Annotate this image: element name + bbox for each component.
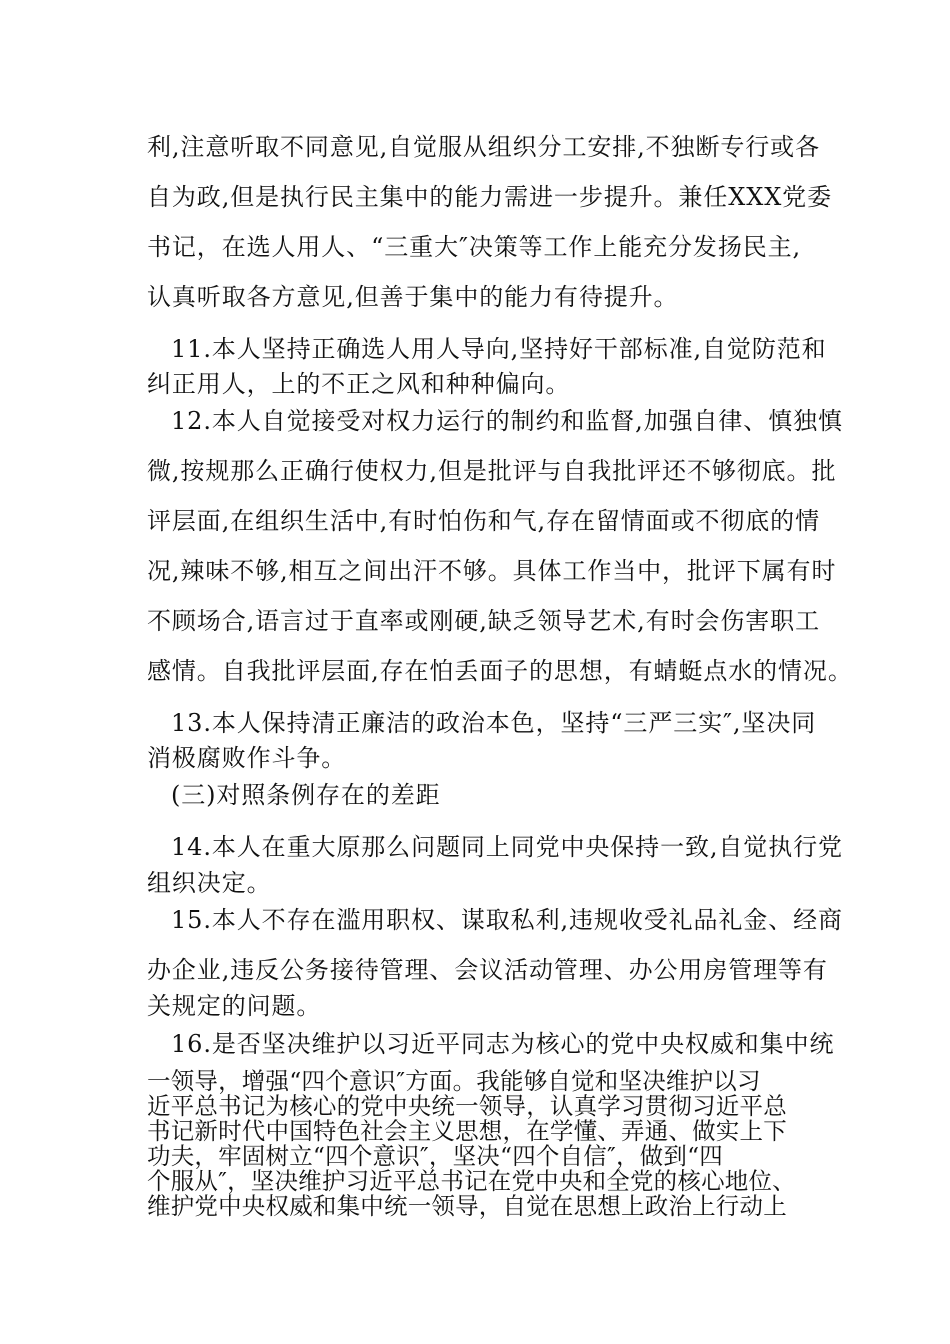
- section-heading: (三)对照条例存在的差距: [171, 781, 441, 809]
- paragraph-15-line: 15.本人不存在滥用职权、谋取私利,违规收受礼品礼金、经商: [171, 906, 843, 934]
- text-line: 评层面,在组织生活中,有时怕伤和气,存在留情面或不彻底的情: [147, 507, 820, 535]
- text-line: 消极腐败作斗争。: [147, 744, 347, 772]
- text-line: 不顾场合,语言过于直率或刚硬,缺乏领导艺术,有时会伤害职工: [147, 607, 820, 635]
- paragraph-13-line: 13.本人保持清正廉洁的政治本色，坚持“三严三实″,坚决同: [171, 709, 817, 737]
- text-line: 书记，在选人用人、“三重大″决策等工作上能充分发扬民主,: [147, 233, 802, 261]
- text-line: 况,辣味不够,相互之间出汗不够。具体工作当中，批评下属有时: [147, 557, 837, 585]
- text-line: 办企业,违反公务接待管理、会议活动管理、办公用房管理等有: [147, 956, 828, 984]
- text-line: 纠正用人，上的不正之风和种种偏向。: [147, 370, 571, 398]
- text-line: 认真听取各方意见,但善于集中的能力有待提升。: [147, 283, 679, 311]
- paragraph-14-line: 14.本人在重大原那么问题同上同党中央保持一致,自觉执行党: [171, 833, 843, 861]
- text-line: 微,按规那么正确行使权力,但是批评与自我批评还不够彻底。批: [147, 457, 837, 485]
- text-line: 个服从″，坚决维护习近平总书记在党中央和全党的核心地位、: [147, 1167, 796, 1195]
- text-line: 一领导，增强“四个意识″方面。我能够自觉和坚决维护以习: [147, 1067, 761, 1095]
- paragraph-11-line: 11.本人坚持正确选人用人导向,坚持好干部标准,自觉防范和: [171, 335, 827, 363]
- text-line: 维护党中央权威和集中统一领导，自觉在思想上政治上行动上: [147, 1192, 787, 1220]
- text-line: 书记新时代中国特色社会主义思想，在学懂、弄通、做实上下: [147, 1117, 787, 1145]
- text-line: 感情。自我批评层面,存在怕丢面子的思想，有蜻蜓点水的情况。: [147, 657, 853, 685]
- text-line: 近平总书记为核心的党中央统一领导，认真学习贯彻习近平总: [147, 1092, 787, 1120]
- text-line: 功夫，牢固树立“四个意识″，坚决“四个自信″，做到“四: [147, 1142, 723, 1170]
- text-line: 关规定的问题。: [147, 992, 322, 1020]
- paragraph-16-line: 16.是否坚决维护以习近平同志为核心的党中央权威和集中统: [171, 1030, 835, 1058]
- paragraph-12-line: 12.本人自觉接受对权力运行的制约和监督,加强自律、慎独慎: [171, 407, 843, 435]
- text-line: 组织决定。: [147, 869, 272, 897]
- text-line: 自为政,但是执行民主集中的能力需进一步提升。兼任XXX党委: [147, 183, 832, 211]
- text-line: 利,注意听取不同意见,自觉服从组织分工安排,不独断专行或各: [147, 133, 820, 161]
